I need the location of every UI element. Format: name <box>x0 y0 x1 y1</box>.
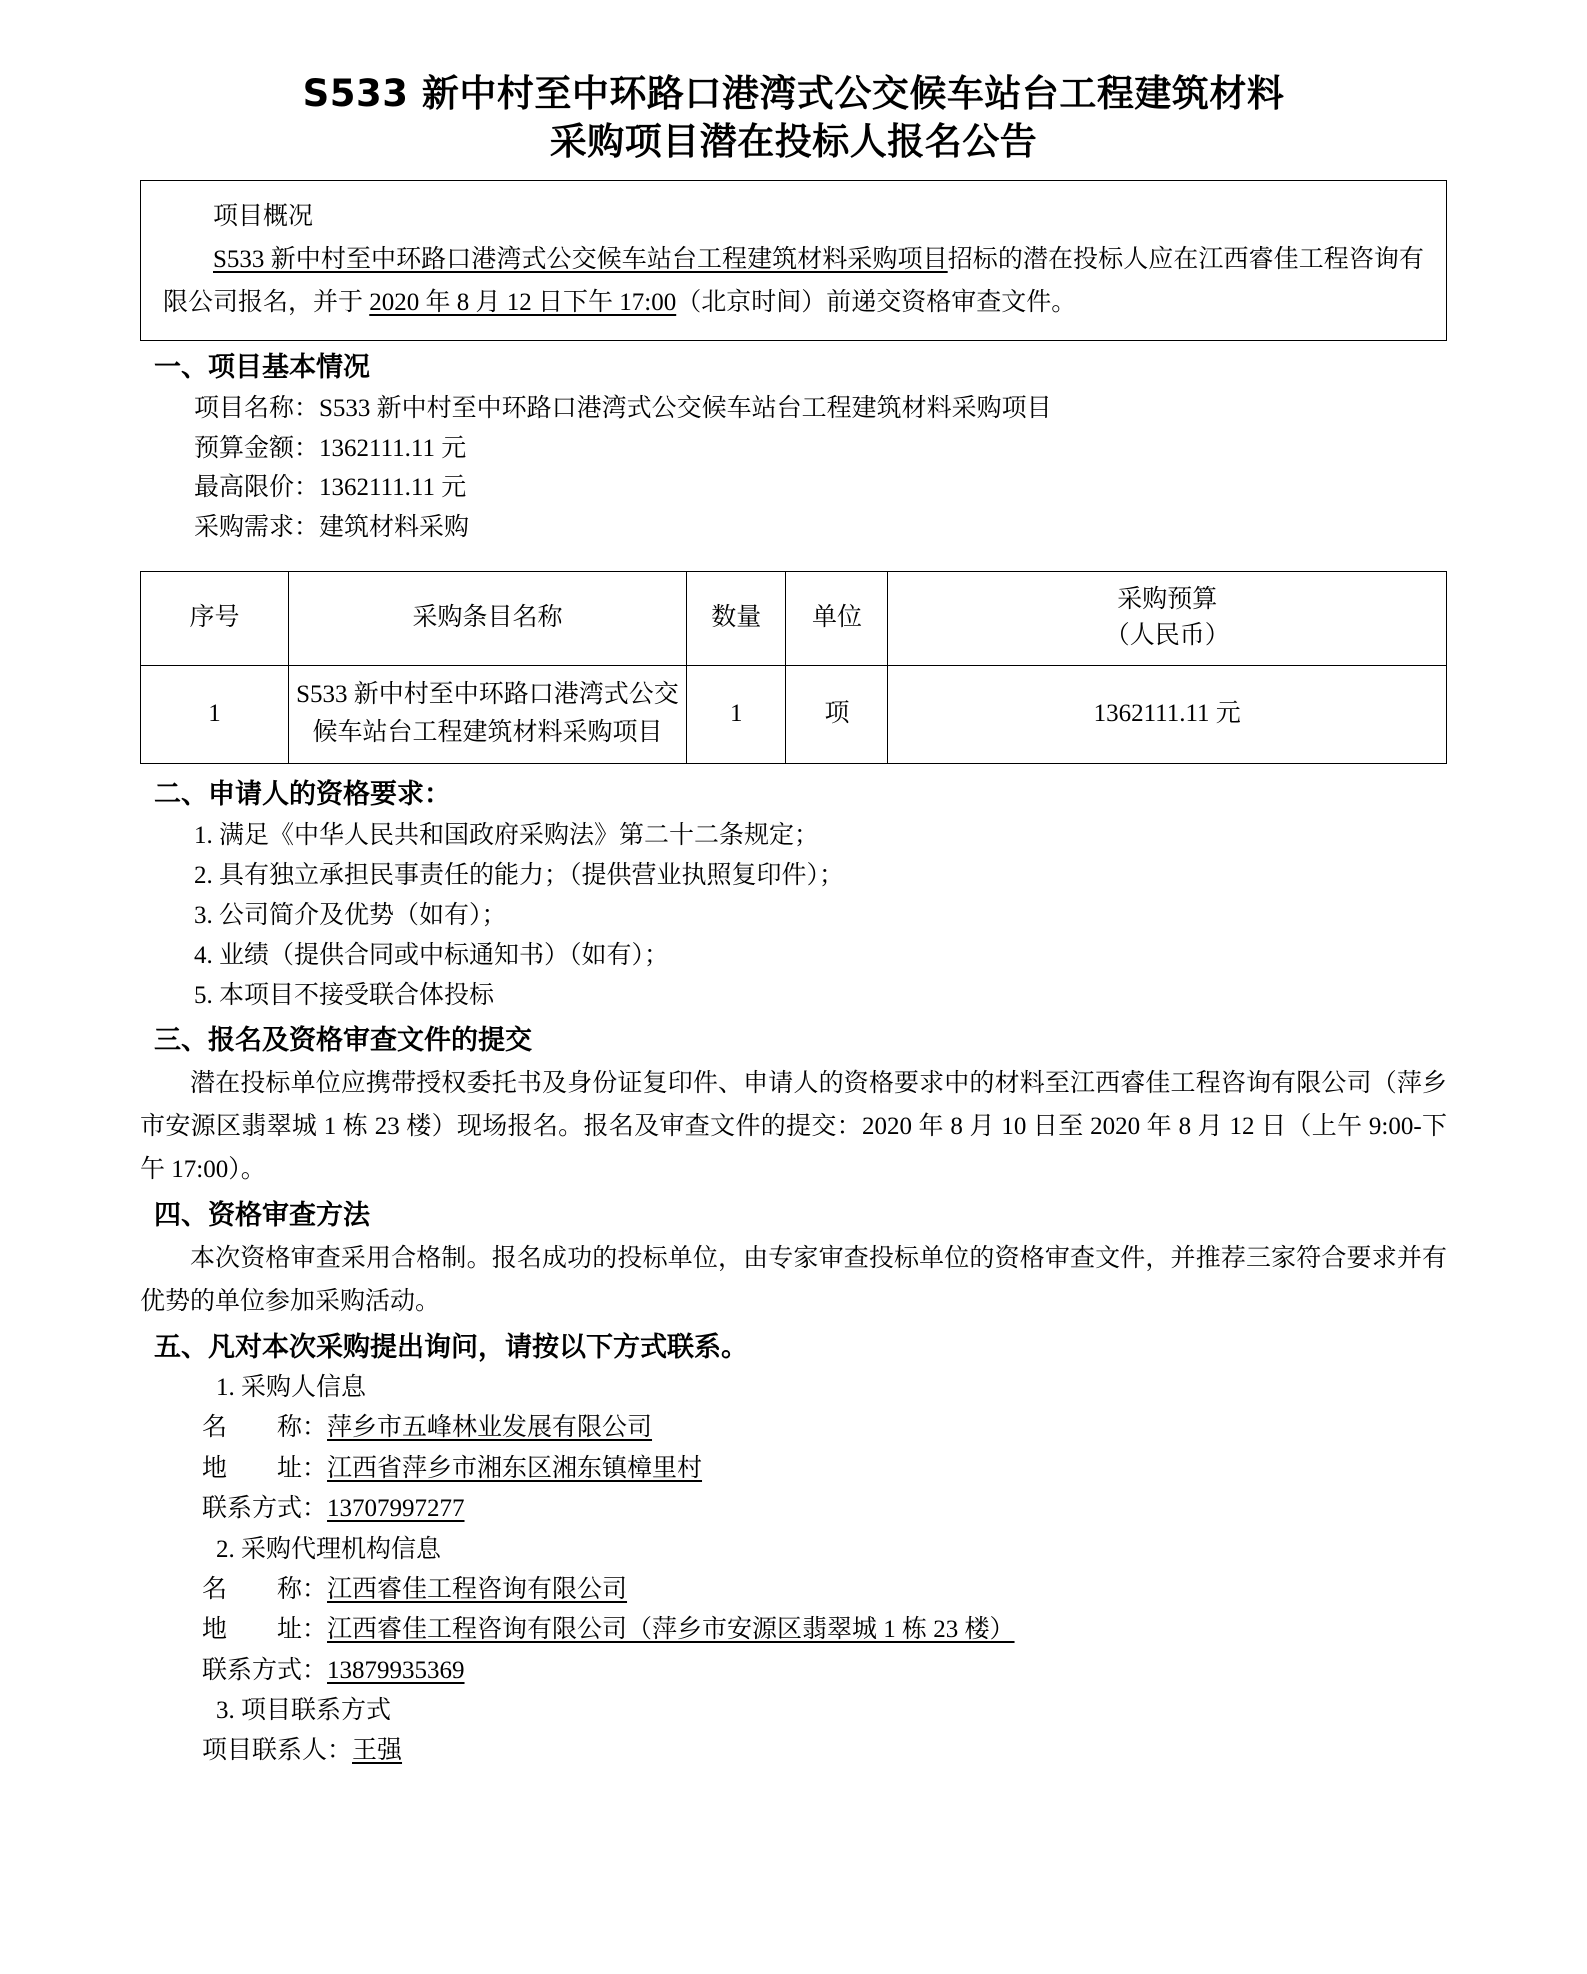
buyer-name-label: 名 称： <box>202 1414 328 1442</box>
section-2-heading: 二、申请人的资格要求： <box>154 779 451 811</box>
overview-text-middle: 招标的潜在投标人应在江西睿佳工程咨询有限公司报名，并于 <box>163 246 1424 317</box>
cell-budget: 1362111.11 元 <box>888 665 1447 764</box>
buyer-address-label: 地 址： <box>202 1454 328 1482</box>
qualification-item-4: 4. 业绩（提供合同或中标通知书）（如有）； <box>194 941 670 969</box>
agency-name-row <box>140 1570 1447 1611</box>
cell-no: 1 <box>141 665 289 764</box>
qualification-item-3: 3. 公司简介及优势（如有）； <box>194 901 507 929</box>
max-price-line: 最高限价：1362111.11 元 <box>194 474 467 502</box>
column-header-quantity: 数量 <box>687 572 786 666</box>
agency-address-label: 地 址： <box>202 1616 328 1644</box>
buyer-info-group-label: 1. 采购人信息 <box>216 1374 367 1402</box>
page-title <box>140 70 1447 166</box>
agency-info-group-label: 2. 采购代理机构信息 <box>216 1535 442 1563</box>
section-5-heading: 五、凡对本次采购提出询问，请按以下方式联系。 <box>154 1331 748 1363</box>
qualification-item-1: 1. 满足《中华人民共和国政府采购法》第二十二条规定； <box>194 821 820 849</box>
overview-project-name: S533 新中村至中环路口港湾式公交候车站台工程建筑材料采购项目 <box>213 246 948 274</box>
buyer-address-row <box>140 1449 1447 1490</box>
title-line-1: S533 新中村至中环路口港湾式公交候车站台工程建筑材料 <box>302 72 1285 115</box>
overview-paragraph <box>163 238 1424 324</box>
column-header-budget <box>888 572 1447 666</box>
table-row <box>141 665 1447 764</box>
qualification-item-2: 2. 具有独立承担民事责任的能力；（提供营业执照复印件）； <box>194 861 845 889</box>
table-header-row <box>141 572 1447 666</box>
cell-item-name: S533 新中村至中环路口港湾式公交候车站台工程建筑材料采购项目 <box>288 665 686 764</box>
project-overview-box <box>140 180 1447 341</box>
project-contact-group-label: 3. 项目联系方式 <box>216 1697 392 1725</box>
overview-label: 项目概况 <box>213 203 314 231</box>
column-header-unit: 单位 <box>786 572 888 666</box>
buyer-contact-label: 联系方式： <box>202 1495 328 1523</box>
buyer-name-value: 萍乡市五峰林业发展有限公司 <box>327 1414 653 1442</box>
section-1-heading: 一、项目基本情况 <box>154 352 370 384</box>
qualification-item-5: 5. 本项目不接受联合体投标 <box>194 981 495 1009</box>
project-contact-person-label: 项目联系人： <box>202 1737 353 1765</box>
agency-address-value: 江西睿佳工程咨询有限公司（萍乡市安源区翡翠城 1 栋 23 楼） <box>327 1616 1015 1644</box>
cell-quantity: 1 <box>687 665 786 764</box>
agency-contact-label: 联系方式： <box>202 1656 328 1684</box>
buyer-contact-value: 13707997277 <box>327 1495 465 1523</box>
column-header-budget-line2: （人民币） <box>1104 622 1230 650</box>
buyer-address-value: 江西省萍乡市湘东区湘东镇樟里村 <box>327 1454 703 1482</box>
budget-amount-line: 预算金额：1362111.11 元 <box>194 434 467 462</box>
buyer-contact-row <box>140 1489 1447 1530</box>
overview-text-tail: （北京时间）前递交资格审查文件。 <box>676 289 1077 317</box>
overview-deadline: 2020 年 8 月 12 日下午 17:00 <box>369 289 677 317</box>
agency-contact-row <box>140 1651 1447 1692</box>
column-header-no: 序号 <box>141 572 289 666</box>
section-4-heading: 四、资格审查方法 <box>154 1199 370 1231</box>
section-3-heading: 三、报名及资格审查文件的提交 <box>154 1024 532 1056</box>
section-4-paragraph: 本次资格审查采用合格制。报名成功的投标单位，由专家审查投标单位的资格审查文件，并推荐三家符合要求并有优势的单位参加采购活动。 <box>140 1244 1447 1315</box>
cell-unit: 项 <box>786 665 888 764</box>
project-contact-person-value: 王强 <box>352 1737 403 1765</box>
agency-address-row <box>140 1610 1447 1651</box>
column-header-item-name: 采购条目名称 <box>288 572 686 666</box>
agency-name-value: 江西睿佳工程咨询有限公司 <box>327 1575 628 1603</box>
title-line-2: 采购项目潜在投标人报名公告 <box>549 120 1038 164</box>
project-name-line: 项目名称：S533 新中村至中环路口港湾式公交候车站台工程建筑材料采购项目 <box>194 395 1052 423</box>
column-header-budget-line1: 采购预算 <box>1117 586 1218 614</box>
procurement-need-line: 采购需求：建筑材料采购 <box>194 513 470 541</box>
procurement-table <box>140 571 1447 764</box>
section-3-paragraph: 潜在投标单位应携带授权委托书及身份证复印件、申请人的资格要求中的材料至江西睿佳工程咨询有限公司（萍乡市安源区翡翠城 1 栋 23 楼）现场报名。报名及审查文件的提交：2020 年 8 月 10 日至 2020 年 8 月 12 日（上午 9:00-下午 17:00）。 <box>140 1069 1447 1183</box>
agency-contact-value: 13879935369 <box>327 1656 465 1684</box>
buyer-name-row <box>140 1408 1447 1449</box>
project-contact-person-row <box>140 1731 1447 1772</box>
agency-name-label: 名 称： <box>202 1575 328 1603</box>
